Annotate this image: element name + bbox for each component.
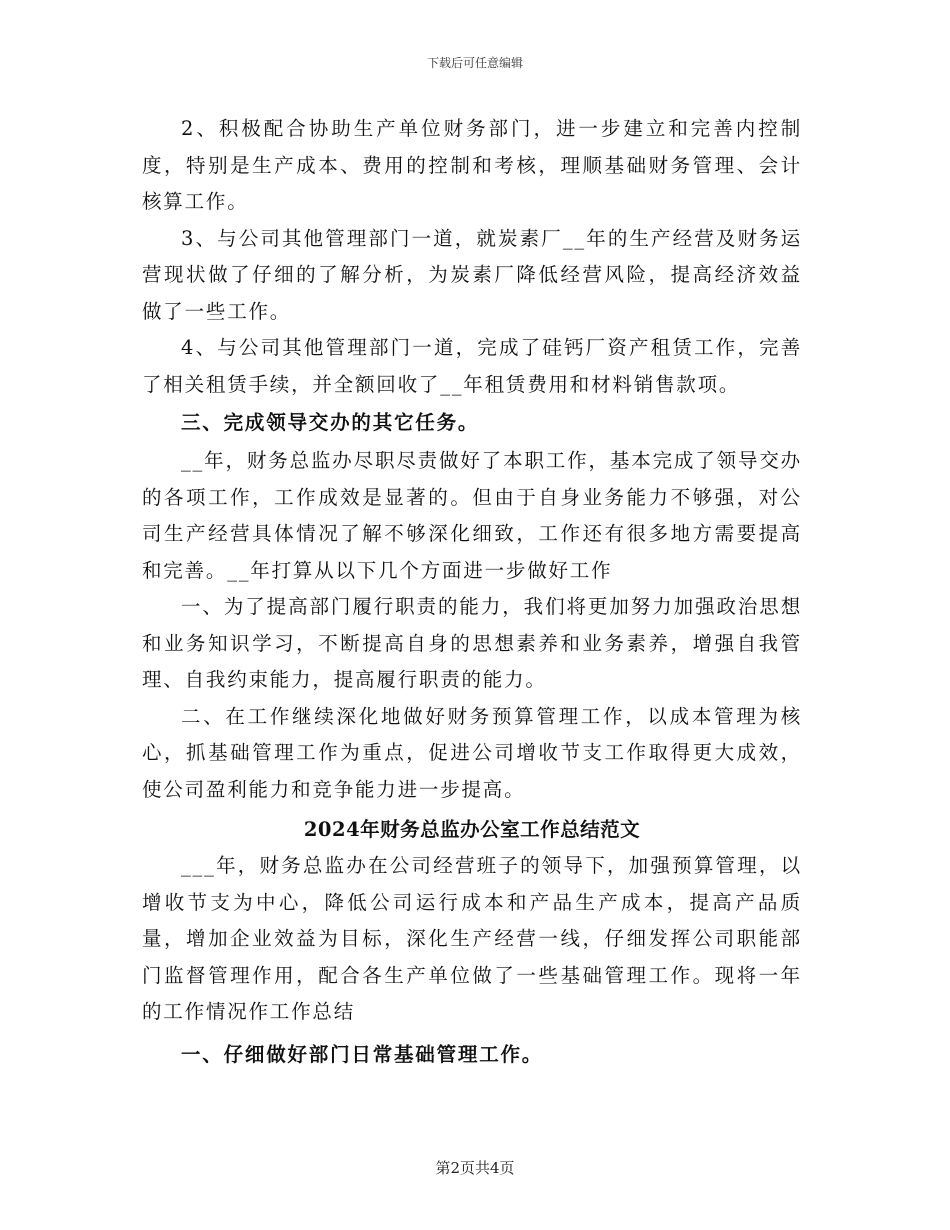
paragraph-summary: __年，财务总监办尽职尽责做好了本职工作，基本完成了领导交办的各项工作，工作成效是显著的。但由于自身业务能力不够强，对公司生产经营具体情况了解不够深化细致，工作还有很多地方需要提高和完善。__年打算从以下几个方面进一步做好工作 xyxy=(142,449,802,582)
paragraph-plan-one: 一、为了提高部门履行职责的能力，我们将更加努力加强政治思想和业务知识学习，不断提高自身的思想素养和业务素养，增强自我管理、自我约束能力，提高履行职责的能力。 xyxy=(142,595,802,691)
page-header: 下载后可任意编辑 xyxy=(426,56,523,70)
section-heading-one: 一、仔细做好部门日常基础管理工作。 xyxy=(181,1042,544,1066)
paragraph-intro: ___年，财务总监办在公司经营班子的领导下，加强预算管理，以增收节支为中心，降低公司运行成本和产品生产成本，提高产品质量，增加企业效益为目标，深化生产经营一线，仔细发挥公司职能部门监督管理作用，配合各生产单位做了一些基础管理工作。现将一年的工作情况作工作总结 xyxy=(142,854,802,1023)
document-title: 2024年财务总监办公室工作总结范文 xyxy=(303,818,641,841)
page-footer: 第2页共4页 xyxy=(435,1159,515,1177)
paragraph-item-3: 3、与公司其他管理部门一道，就炭素厂__年的生产经营及财务运营现状做了仔细的了解分析，为炭素厂降低经营风险，提高经济效益做了一些工作。 xyxy=(142,226,802,323)
paragraph-item-4: 4、与公司其他管理部门一道，完成了硅钙厂资产租赁工作，完善了相关租赁手续，并全额回收了__年租赁费用和材料销售款项。 xyxy=(142,336,802,396)
section-heading-three: 三、完成领导交办的其它任务。 xyxy=(181,411,480,434)
document-body xyxy=(142,111,802,1075)
paragraph-item-2: 2、积极配合协助生产单位财务部门，进一步建立和完善内控制度，特别是生产成本、费用的控制和考核，理顺基础财务管理、会计核算工作。 xyxy=(142,117,802,213)
paragraph-plan-two: 二、在工作继续深化地做好财务预算管理工作，以成本管理为核心，抓基础管理工作为重点，促进公司增收节支工作取得更大成效，使公司盈利能力和竞争能力进一步提高。 xyxy=(142,704,802,801)
